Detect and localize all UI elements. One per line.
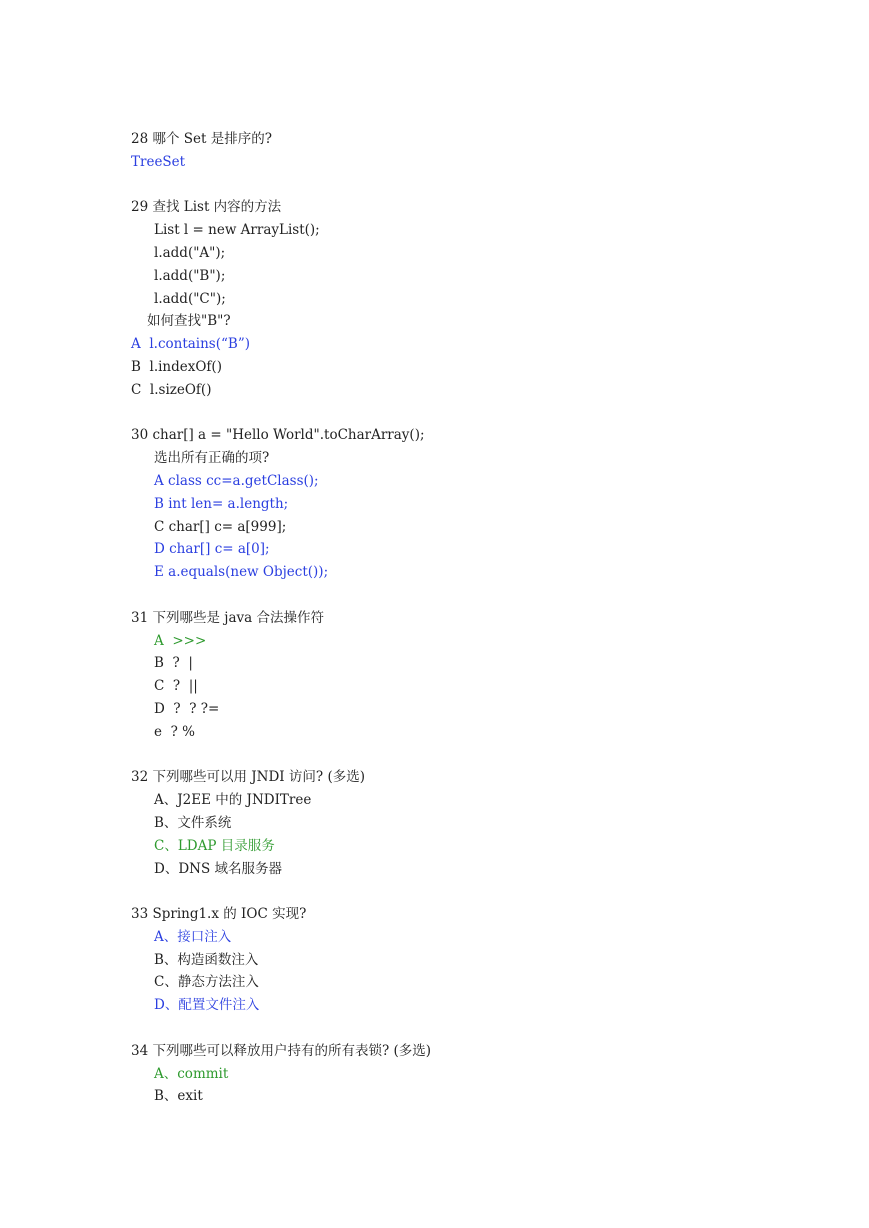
option-33-a: A、接口注入 — [154, 928, 232, 945]
code-line: l.add("B"); — [154, 267, 226, 284]
option-33-b: B、构造函数注入 — [154, 951, 259, 968]
code-line: List l = new ArrayList(); — [154, 222, 320, 239]
option-32-c: C、LDAP 目录服务 — [154, 837, 275, 854]
question-33: 33 Spring1.x 的 IOC 实现? — [131, 906, 307, 923]
option-29-c: C l.sizeOf() — [131, 381, 212, 398]
question-29: 29 查找 List 内容的方法 — [131, 199, 282, 216]
option-31-d: D ? ? ?= — [154, 700, 220, 717]
option-29-a: A l.contains(“B”) — [131, 336, 250, 353]
question-32: 32 下列哪些可以用 JNDI 访问? (多选) — [131, 769, 365, 786]
option-30-d: D char[] c= a[0]; — [154, 541, 270, 558]
option-33-d: D、配置文件注入 — [154, 997, 260, 1014]
code-line: l.add("A"); — [154, 244, 226, 261]
question-34: 34 下列哪些可以释放用户持有的所有表锁? (多选) — [131, 1042, 432, 1059]
option-32-a: A、J2EE 中的 JNDITree — [154, 792, 312, 809]
question-30-prompt: 选出所有正确的项? — [154, 450, 270, 467]
option-31-e: e ? % — [154, 723, 195, 740]
answer-28: TreeSet — [131, 153, 186, 170]
option-32-d: D、DNS 域名服务器 — [154, 860, 282, 877]
question-30: 30 char[] a = "Hello World".toCharArray(); — [131, 427, 425, 444]
option-32-b: B、文件系统 — [154, 814, 232, 831]
option-29-b: B l.indexOf() — [131, 358, 222, 375]
code-line: l.add("C"); — [154, 290, 226, 307]
option-30-e: E a.equals(new Object()); — [154, 564, 329, 581]
option-31-b: B ? | — [154, 655, 193, 672]
option-31-c: C ? || — [154, 678, 198, 695]
question-31: 31 下列哪些是 java 合法操作符 — [131, 609, 324, 626]
question-28: 28 哪个 Set 是排序的? — [131, 131, 272, 147]
question-list — [131, 128, 831, 1108]
option-30-b: B int len= a.length; — [154, 495, 289, 512]
option-31-a: A >>> — [154, 632, 207, 649]
option-30-c: C char[] c= a[999]; — [154, 518, 287, 535]
option-34-b: B、exit — [154, 1088, 203, 1105]
option-33-c: C、静态方法注入 — [154, 974, 259, 991]
option-34-a: A、commit — [154, 1065, 229, 1082]
question-29-prompt: 如何查找"B"? — [147, 313, 231, 330]
option-30-a: A class cc=a.getClass(); — [154, 472, 319, 489]
